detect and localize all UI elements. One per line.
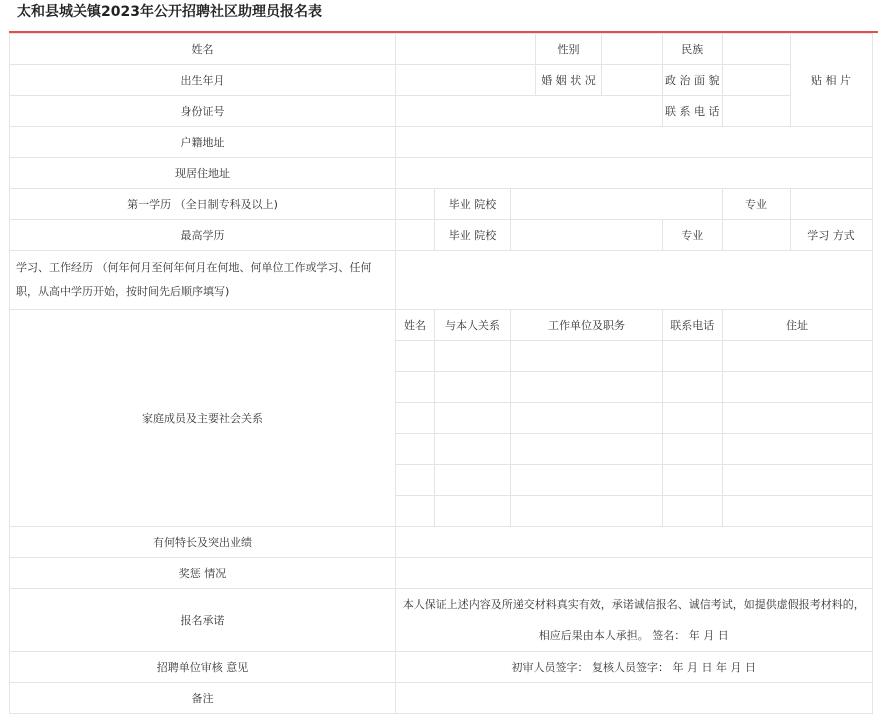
family-label: 家庭成员及主要社会关系: [10, 310, 396, 527]
specialty-label: 有何特长及突出业绩: [10, 527, 396, 558]
residence-label: 现居住地址: [10, 158, 396, 189]
family-cell[interactable]: [396, 434, 435, 465]
review-text: 初审人员签字： 复核人员签字： 年 月 日 年 月 日: [396, 652, 873, 683]
family-header-phone: 联系电话: [663, 310, 723, 341]
phone-field[interactable]: [722, 96, 790, 127]
family-cell[interactable]: [663, 465, 723, 496]
highest-edu-field[interactable]: [396, 220, 435, 251]
major2-field[interactable]: [722, 220, 790, 251]
family-cell[interactable]: [663, 434, 723, 465]
first-edu-label: 第一学历 （全日制专科及以上): [10, 189, 396, 220]
specialty-field[interactable]: [396, 527, 873, 558]
family-cell[interactable]: [396, 403, 435, 434]
family-cell[interactable]: [435, 496, 511, 527]
id-number-label: 身份证号: [10, 96, 396, 127]
marital-field[interactable]: [602, 65, 663, 96]
family-header-relation: 与本人关系: [435, 310, 511, 341]
family-cell[interactable]: [396, 372, 435, 403]
family-cell[interactable]: [396, 465, 435, 496]
family-cell[interactable]: [511, 341, 663, 372]
residence-field[interactable]: [396, 158, 873, 189]
family-cell[interactable]: [663, 341, 723, 372]
gender-field[interactable]: [602, 34, 663, 65]
family-cell[interactable]: [663, 372, 723, 403]
family-header-address: 住址: [722, 310, 872, 341]
name-field[interactable]: [396, 34, 536, 65]
study-mode-label: 学习 方式: [790, 220, 872, 251]
family-cell[interactable]: [511, 496, 663, 527]
pledge-label: 报名承诺: [10, 589, 396, 652]
political-label: 政 治 面 貌: [663, 65, 723, 96]
family-cell[interactable]: [722, 496, 872, 527]
name-label: 姓名: [10, 34, 396, 65]
awards-label: 奖惩 情况: [10, 558, 396, 589]
family-cell[interactable]: [435, 403, 511, 434]
family-header-employer: 工作单位及职务: [511, 310, 663, 341]
family-cell[interactable]: [435, 434, 511, 465]
gender-label: 性别: [536, 34, 602, 65]
experience-field[interactable]: [396, 251, 873, 310]
family-cell[interactable]: [511, 372, 663, 403]
family-cell[interactable]: [396, 496, 435, 527]
grad-school-field[interactable]: [511, 189, 723, 220]
household-field[interactable]: [396, 127, 873, 158]
political-field[interactable]: [722, 65, 790, 96]
major2-label: 专业: [663, 220, 723, 251]
family-cell[interactable]: [511, 465, 663, 496]
registration-form-table: [9, 33, 873, 714]
family-cell[interactable]: [722, 403, 872, 434]
family-cell[interactable]: [435, 341, 511, 372]
highest-edu-label: 最高学历: [10, 220, 396, 251]
first-edu-field[interactable]: [396, 189, 435, 220]
grad-school2-field[interactable]: [511, 220, 663, 251]
family-cell[interactable]: [722, 434, 872, 465]
family-cell[interactable]: [435, 465, 511, 496]
remarks-field[interactable]: [396, 683, 873, 714]
review-label: 招聘单位审核 意见: [10, 652, 396, 683]
pledge-text: 本人保证上述内容及所递交材料真实有效，承诺诚信报名、诚信考试，如提供虚假报考材料的，相应后果由本人承担。 签名： 年 月 日: [396, 589, 873, 652]
family-header-name: 姓名: [396, 310, 435, 341]
experience-label: 学习、工作经历 （何年何月至何年何月在何地、何单位工作或学习、任何职，从高中学历开始，按时间先后顺序填写): [10, 251, 396, 310]
family-cell[interactable]: [722, 372, 872, 403]
phone-label: 联 系 电 话: [663, 96, 723, 127]
family-cell[interactable]: [396, 341, 435, 372]
ethnicity-field[interactable]: [722, 34, 790, 65]
major-label: 专业: [722, 189, 790, 220]
id-number-field[interactable]: [396, 96, 663, 127]
birth-label: 出生年月: [10, 65, 396, 96]
remarks-label: 备注: [10, 683, 396, 714]
ethnicity-label: 民族: [663, 34, 723, 65]
family-cell[interactable]: [663, 496, 723, 527]
family-cell[interactable]: [722, 341, 872, 372]
family-cell[interactable]: [511, 403, 663, 434]
birth-field[interactable]: [396, 65, 536, 96]
family-cell[interactable]: [435, 372, 511, 403]
grad-school2-label: 毕业 院校: [435, 220, 511, 251]
marital-label: 婚 姻 状 况: [536, 65, 602, 96]
family-cell[interactable]: [663, 403, 723, 434]
grad-school-label: 毕业 院校: [435, 189, 511, 220]
awards-field[interactable]: [396, 558, 873, 589]
major-field[interactable]: [790, 189, 872, 220]
form-title: 太和县城关镇2023年公开招聘社区助理员报名表: [17, 4, 322, 20]
photo-box[interactable]: 贴 相 片: [790, 34, 872, 127]
household-label: 户籍地址: [10, 127, 396, 158]
family-cell[interactable]: [511, 434, 663, 465]
family-cell[interactable]: [722, 465, 872, 496]
